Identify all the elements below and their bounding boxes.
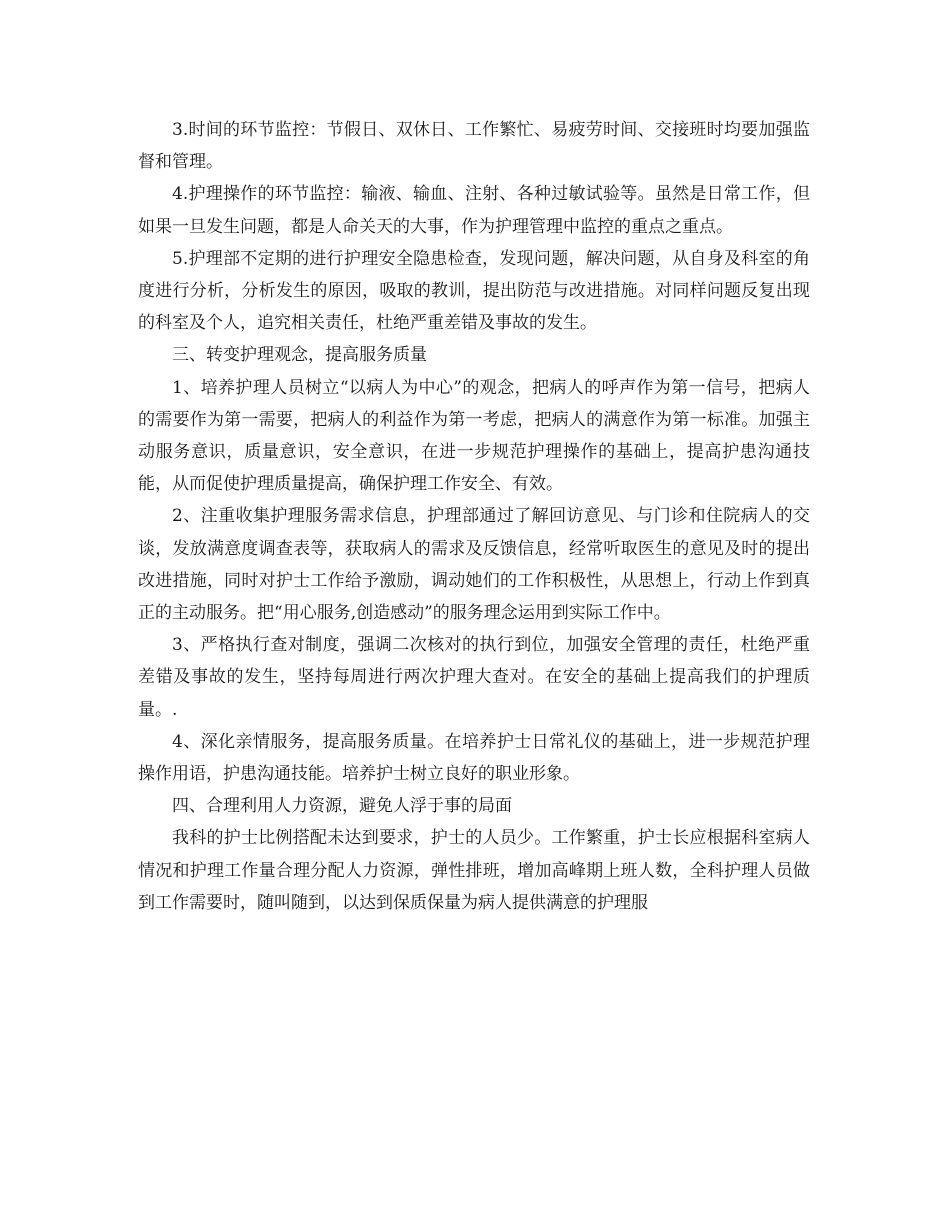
paragraph-safety-inspection: 5.护理部不定期的进行护理安全隐患检查，发现问题，解决问题，从自身及科室的角度进行分析，分析发生的原因，吸取的教训，提出防范与改进措施。对同样问题反复出现的科室及个人，追究相关责任，杜绝严重差错及事故的发生。 <box>138 248 810 334</box>
paragraph-time-monitoring: 3.时间的环节监控：节假日、双休日、工作繁忙、易疲劳时间、交接班时均要加强监督和管理。 <box>138 120 810 173</box>
paragraph-feedback-collection: 2、注重收集护理服务需求信息，护理部通过了解回访意见、与门诊和住院病人的交谈，发放满意度调查表等，获取病人的需求及反馈信息，经常听取医生的意见及时的提出改进措施，同时对护士工作给予激励，调动她们的工作积极性，从思想上，行动上作到真正的主动服务。把“用心服务,创造感动”的服务理念运用到实际工作中。 <box>138 506 810 624</box>
document-body <box>138 114 810 919</box>
paragraph-verification-system: 3、严格执行查对制度，强调二次核对的执行到位，加强安全管理的责任，杜绝严重差错及事故的发生，坚持每周进行两次护理大查对。在安全的基础上提高我们的护理质量。. <box>138 635 810 720</box>
section-heading-four: 四、合理利用人力资源，避免人浮于事的局面 <box>172 796 512 817</box>
paragraph-operation-monitoring: 4.护理操作的环节监控：输液、输血、注射、各种过敏试验等。虽然是日常工作，但如果一旦发生问题，都是人命关天的大事，作为护理管理中监控的重点之重点。 <box>138 184 810 237</box>
paragraph-service-quality: 4、深化亲情服务，提高服务质量。在培养护士日常礼仪的基础上，进一步规范护理操作用语，护患沟通技能。培养护士树立良好的职业形象。 <box>138 731 810 785</box>
paragraph-patient-centered: 1、培养护理人员树立“以病人为中心”的观念，把病人的呼声作为第一信号，把病人的需要作为第一需要，把病人的利益作为第一考虑，把病人的满意作为第一标准。加强主动服务意识，质量意识，安全意识，在进一步规范护理操作的基础上，提高护患沟通技能，从而促使护理质量提高，确保护理工作安全、有效。 <box>138 377 810 495</box>
paragraph-staffing: 我科的护士比例搭配未达到要求，护士的人员少。工作繁重，护士长应根据科室病人情况和护理工作量合理分配人力资源，弹性排班，增加高峰期上班人数，全科护理人员做到工作需要时，随叫随到，以达到保质保量为病人提供满意的护理服 <box>138 828 810 913</box>
section-heading-three: 三、转变护理观念，提高服务质量 <box>172 345 427 366</box>
